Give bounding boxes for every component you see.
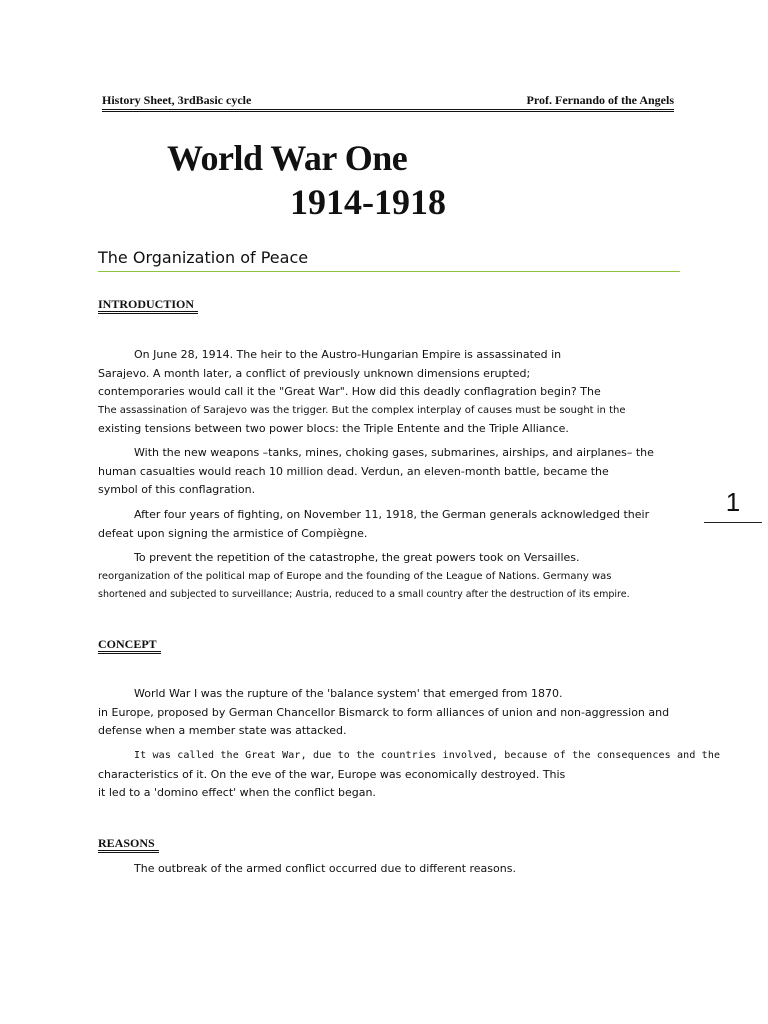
introduction-paragraph-1 (98, 346, 688, 439)
text-line: it led to a 'domino effect' when the conflict began. (98, 786, 376, 799)
introduction-heading: INTRODUCTION (98, 298, 198, 314)
text-line: It was called the Great War, due to the countries involved, because of the consequences and the (134, 750, 721, 761)
text-line: To prevent the repetition of the catastrophe, the great powers took on Versailles. (134, 551, 580, 564)
text-line: With the new weapons –tanks, mines, choking gases, submarines, airships, and airplanes– the (134, 446, 654, 459)
header-author: Prof. Fernando of the Angels (526, 93, 674, 107)
introduction-paragraph-4 (98, 549, 688, 605)
text-line: The assassination of Sarajevo was the trigger. But the complex interplay of causes must be sought in the (98, 404, 626, 416)
text-line: defeat upon signing the armistice of Compiègne. (98, 526, 368, 540)
page-header (102, 93, 674, 112)
introduction-paragraph-3 (98, 506, 688, 543)
text-line: in Europe, proposed by German Chancellor Bismarck to form alliances of union and non-aggression and (98, 705, 670, 719)
text-line: defense when a member state was attacked. (98, 724, 347, 737)
text-line: On June 28, 1914. The heir to the Austro-Hungarian Empire is assassinated in (134, 348, 562, 361)
text-line: contemporaries would call it the "Great War". How did this deadly conflagration begin? The (98, 385, 601, 398)
text-line: reorganization of the political map of Europe and the founding of the League of Nations. Germany was (98, 570, 612, 582)
reasons-paragraph-1 (98, 860, 688, 879)
text-line: characteristics of it. On the eve of the war, Europe was economically destroyed. This (98, 767, 566, 781)
text-line: The outbreak of the armed conflict occurred due to different reasons. (134, 862, 516, 875)
header-course: History Sheet, 3rdBasic cycle (102, 93, 252, 107)
page-number: 1 (704, 487, 762, 523)
introduction-paragraph-2 (98, 444, 688, 500)
concept-paragraph-2 (98, 747, 721, 803)
text-line: World War I was the rupture of the 'balance system' that emerged from 1870. (134, 687, 563, 700)
text-line: human casualties would reach 10 million dead. Verdun, an eleven-month battle, became the (98, 464, 609, 478)
concept-heading: CONCEPT (98, 638, 161, 654)
concept-paragraph-1 (98, 685, 688, 741)
text-line: After four years of fighting, on November 11, 1918, the German generals acknowledged their (134, 508, 650, 521)
text-line: Sarajevo. A month later, a conflict of previously unknown dimensions erupted; (98, 366, 531, 380)
document-subtitle: The Organization of Peace (98, 248, 680, 272)
reasons-heading: REASONS (98, 837, 159, 853)
text-line: existing tensions between two power blocs: the Triple Entente and the Triple Alliance. (98, 422, 569, 435)
text-line: shortened and subjected to surveillance; Austria, reduced to a small country after the destruction of its empire. (98, 589, 630, 600)
document-title-years: 1914-1918 (290, 182, 446, 222)
text-line: symbol of this conflagration. (98, 483, 256, 496)
document-title: World War One (167, 138, 408, 178)
